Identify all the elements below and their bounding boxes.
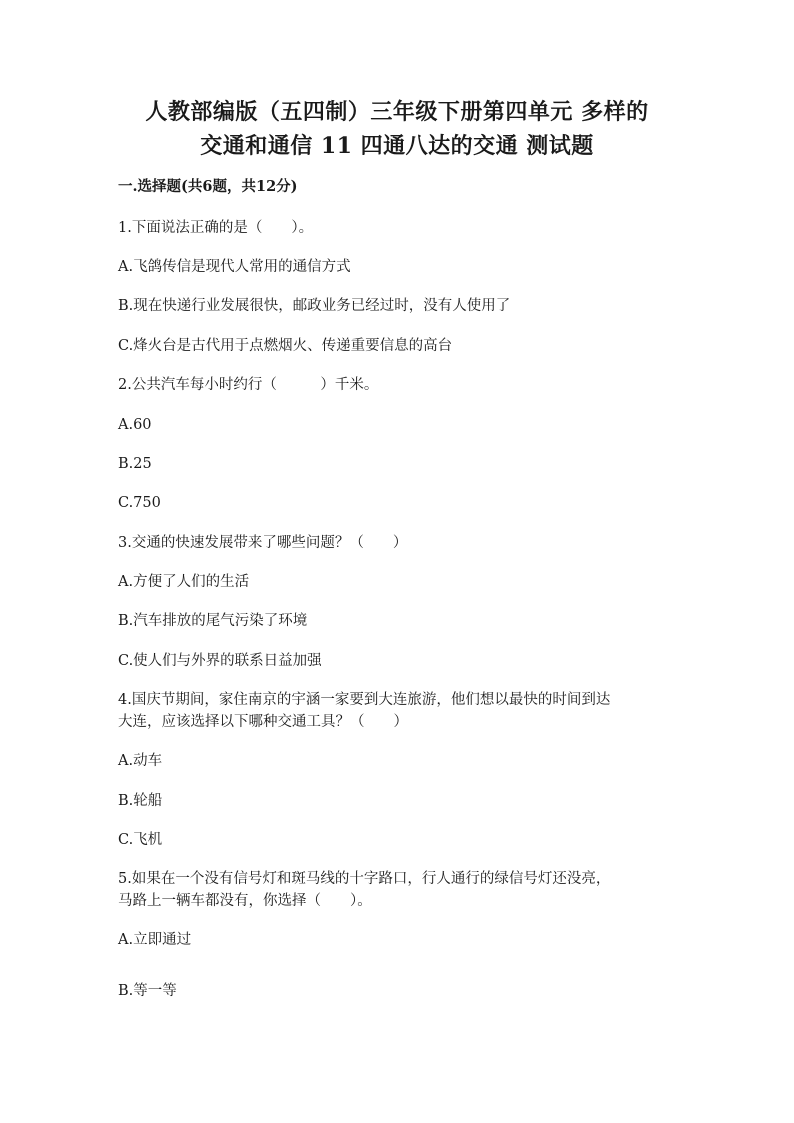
question-1-stem: 1.下面说法正确的是（ ）。 — [118, 220, 314, 236]
question-4-option-c: C.飞机 — [118, 832, 163, 848]
question-3-option-a: A.方便了人们的生活 — [118, 574, 250, 590]
question-3-option-b: B.汽车排放的尾气污染了环境 — [118, 613, 308, 629]
document-title-line-1: 人教部编版（五四制）三年级下册第四单元 多样的 — [145, 99, 649, 125]
section-heading: 一.选择题(共6题，共12分) — [118, 178, 298, 195]
question-2-option-b: B.25 — [118, 456, 152, 472]
question-4-stem-line-1: 4.国庆节期间，家住南京的宇涵一家要到大连旅游，他们想以最快的时间到达 — [118, 692, 611, 708]
question-1-option-c: C.烽火台是古代用于点燃烟火、传递重要信息的高台 — [118, 338, 453, 354]
question-2-option-a: A.60 — [118, 417, 152, 433]
question-5-stem-line-2: 马路上一辆车都没有，你选择（ ）。 — [118, 893, 372, 909]
question-4-stem-line-2: 大连，应该选择以下哪种交通工具？（ ） — [118, 714, 408, 730]
question-3-stem: 3.交通的快速发展带来了哪些问题？（ ） — [118, 535, 408, 551]
question-3-option-c: C.使人们与外界的联系日益加强 — [118, 653, 322, 669]
question-1-option-a: A.飞鸽传信是现代人常用的通信方式 — [118, 259, 351, 275]
question-2-option-c: C.750 — [118, 495, 161, 511]
question-5-option-b: B.等一等 — [118, 983, 177, 999]
question-2-stem: 2.公共汽车每小时约行（ ）千米。 — [118, 377, 379, 393]
question-1-option-b: B.现在快递行业发展很快，邮政业务已经过时，没有人使用了 — [118, 298, 511, 314]
question-5-option-a: A.立即通过 — [118, 932, 192, 948]
question-4-option-b: B.轮船 — [118, 793, 163, 809]
question-5-stem-line-1: 5.如果在一个没有信号灯和斑马线的十字路口，行人通行的绿信号灯还没亮， — [118, 871, 611, 887]
question-4-option-a: A.动车 — [118, 753, 163, 769]
document-title-line-2: 交通和通信 11 四通八达的交通 测试题 — [200, 133, 594, 159]
